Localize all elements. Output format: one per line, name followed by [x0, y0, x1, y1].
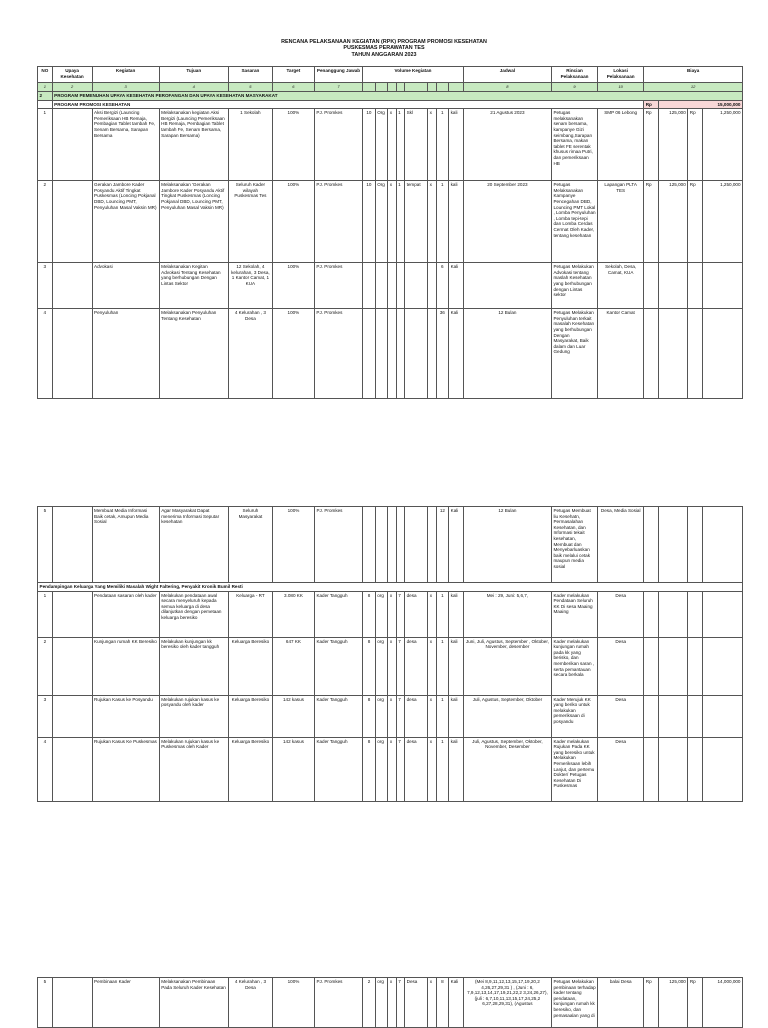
- row-sasaran: Seluruh Masyarakat: [228, 507, 272, 583]
- num-cell: 4: [159, 83, 228, 92]
- num-cell: 3: [92, 83, 159, 92]
- row-vol: 10: [363, 181, 376, 263]
- row-biaya-unit: [658, 263, 687, 309]
- row-vol: Org: [375, 181, 388, 263]
- row-biaya-unit: 125,000: [658, 181, 687, 263]
- row-vol: 8: [363, 637, 376, 695]
- row-vol: 8: [436, 978, 449, 1028]
- num-cell: 8: [463, 83, 551, 92]
- row-no: 4: [38, 737, 53, 801]
- row-vol: desa: [405, 637, 428, 695]
- row-lokasi: Sekolah, Desa, Camat, KUA: [598, 263, 644, 309]
- row-vol: tempat: [405, 181, 428, 263]
- num-cell: [449, 83, 464, 92]
- row-biaya-unit: [658, 737, 687, 801]
- subsection-2-label: Pendampingan Keluarga Yang Memiliki Masalah Wight Faltering, Penyakit Kronik Bumil Resti: [38, 583, 743, 592]
- row-vol: 1: [436, 637, 449, 695]
- row-vol: [396, 263, 404, 309]
- row-pj: PJ. Promkes: [314, 309, 362, 399]
- num-cell: [428, 83, 436, 92]
- header-target: Target: [272, 67, 314, 83]
- row-tujuan: Agar Masyarakat Dapat menerima Informasi Seputar kesehatan: [159, 507, 228, 583]
- row-biaya-unit: 125,000: [658, 109, 687, 181]
- header-no: NO: [38, 67, 53, 83]
- row-vol: x: [428, 181, 436, 263]
- row-vol-unit: kali: [449, 637, 464, 695]
- row-vol: [405, 309, 428, 399]
- row-vol-unit: kali: [449, 591, 464, 637]
- table-row: [38, 109, 743, 181]
- row-biaya-rp: [688, 637, 703, 695]
- row-vol: [388, 309, 396, 399]
- row-tujuan: Melaksanakan 'Gerakan Jambore Kader Posyandu Aktif Tingkat Puskesmas (Loncing Pokjanal DBD, Louncing PMT, Penyuluhan Masal Vaksin MR): [159, 181, 228, 263]
- row-target: 100%: [272, 109, 314, 181]
- row-rincian: Kader melakukan Pendataan Seluruh KK Di sesa Maaing Maaing: [551, 591, 597, 637]
- row-vol: 7: [396, 978, 404, 1028]
- row-no: 1: [38, 109, 53, 181]
- section-no: 2: [38, 92, 53, 101]
- row-biaya-rp: [644, 637, 659, 695]
- row-target: 3.080 KK: [272, 591, 314, 637]
- row-vol-unit: Kali: [449, 507, 464, 583]
- row-target: 100%: [272, 309, 314, 399]
- row-target: 100%: [272, 978, 314, 1028]
- row-tujuan: Melaksanakan Pembinaan Pada Seluruh Kader Kesehatan: [159, 978, 228, 1028]
- header-biaya: Biaya: [644, 67, 743, 83]
- row-biaya-rp: Rp: [688, 978, 703, 1028]
- row-jadwal: [463, 263, 551, 309]
- row-rincian: Kader melakukan Rujukan Pada KK yang beresiko untuk Melakukan Pemeriksaan lebih Lanjut, dan pertemu Dokter/ Petugas Kesehatan Di Puskesmas: [551, 737, 597, 801]
- header-kegiatan: Kegiatan: [92, 67, 159, 83]
- row-sasaran: 4 Kelurahan , 3 Desa: [228, 978, 272, 1028]
- row-target: 647 KK: [272, 637, 314, 695]
- row-vol: x: [428, 737, 436, 801]
- row-jadwal: Juli, Agustus, September, Oktober, November, Desember: [463, 737, 551, 801]
- row-vol: x: [428, 695, 436, 737]
- row-lokasi: Desa, Media Sosial: [598, 507, 644, 583]
- row-biaya-rp: Rp: [644, 181, 659, 263]
- row-vol: 1: [436, 591, 449, 637]
- row-target: 142 kasus: [272, 695, 314, 737]
- table-row: [38, 309, 743, 399]
- row-biaya-unit: 125,000: [658, 978, 687, 1028]
- row-tujuan: Melakukan kunjungan kk beresiko oleh kader tangguh: [159, 637, 228, 695]
- row-vol: desa: [405, 737, 428, 801]
- row-kegiatan: Penyuluhan: [92, 309, 159, 399]
- row-vol: Skl: [405, 109, 428, 181]
- row-sasaran: 1 Sekolah: [228, 109, 272, 181]
- row-kegiatan: Kunjungan rumah KK Beresiko: [92, 637, 159, 695]
- row-no: 5: [38, 507, 53, 583]
- row-pj: Kader Tangguh: [314, 637, 362, 695]
- row-biaya-rp: [644, 695, 659, 737]
- row-vol: org: [375, 591, 388, 637]
- row-target: 100%: [272, 263, 314, 309]
- row-lokasi: Desa: [598, 637, 644, 695]
- row-no: 3: [38, 695, 53, 737]
- row-vol: 1: [436, 109, 449, 181]
- row-vol: 1: [436, 695, 449, 737]
- row-biaya-rp: Rp: [688, 181, 703, 263]
- row-kegiatan: Aksi Bergizi (Launcing Pemeriksaan HB Remaja, Pembagian Tablet tambah Fe, Senam Bersama, Sarapan Bersama: [92, 109, 159, 181]
- row-jadwal: Juni, Juli, Agustus, September , Oktober, November, desember: [463, 637, 551, 695]
- num-cell: 1: [38, 83, 53, 92]
- row-pj: PJ. Promkes: [314, 978, 362, 1028]
- row-kegiatan: Membuat Media Informasi Baik cetak, Amupun Media Sosial: [92, 507, 159, 583]
- row-sasaran: Keluarga Beresiko: [228, 695, 272, 737]
- row-biaya-rp: [644, 263, 659, 309]
- row-biaya-rp: Rp: [644, 109, 659, 181]
- row-vol-unit: Kali: [449, 263, 464, 309]
- row-rincian: Kader melakukan kunjungan rumah pada kk yang berisko, dan memberikan saran , serta pemantauan secara berkala: [551, 637, 597, 695]
- row-vol: x: [388, 181, 396, 263]
- row-vol: 8: [363, 695, 376, 737]
- row-sasaran: Keluarga Beresiko: [228, 737, 272, 801]
- rpk-table-middle: [37, 506, 743, 802]
- header-tujuan: Tujuan: [159, 67, 228, 83]
- header-lokasi: Lokasi Pelaksanaan: [598, 67, 644, 83]
- row-sasaran: 12 Sekolah, 4 kelurahan, 3 Desa, 1 Kantor Camat, 1 KUA: [228, 263, 272, 309]
- subsection-amount: 15,000,000: [658, 100, 742, 109]
- row-no: 1: [38, 591, 53, 637]
- row-biaya-rp: [644, 591, 659, 637]
- row-vol: 1: [396, 109, 404, 181]
- row-pj: Kader Tangguh: [314, 695, 362, 737]
- row-kegiatan: Gerakan Jambore Kader Posyandu Aktif Tingkat Puskesmas (Loncing Pokjanal DBD, Louncing PMT, Penyuluhan Masal Vaksin MR): [92, 181, 159, 263]
- row-biaya-unit: [658, 591, 687, 637]
- row-biaya-rp: [644, 737, 659, 801]
- header-rincian: Rincian Pelaksanaan: [551, 67, 597, 83]
- row-pj: PJ. Promkes: [314, 109, 362, 181]
- row-rincian: Petugas Melakukan Advokasi tentang maslah Kesehatan yang berhubungan dengan Lintas sektor: [551, 263, 597, 309]
- row-sasaran: 4 Kelurahan , 3 Desa: [228, 309, 272, 399]
- section-label: PROGRAM PEMENUHAN UPAYA KESEHATAN PEROFANGAN DAN UPAYA KESEHATAN MASYARAKAT: [52, 92, 742, 101]
- row-sasaran: Seluruh Kader wilayah Puskesmas Tes: [228, 181, 272, 263]
- row-rincian: Petugas Melakukan Penyuluhan terkait masalah Kesehatan yang berhubungan Dengan Masyarakat, Baik dalam dan Luar Gedung: [551, 309, 597, 399]
- row-vol: 12: [436, 507, 449, 583]
- table-row: [38, 978, 743, 1028]
- row-vol: 7: [396, 591, 404, 637]
- row-vol-unit: Kali: [449, 309, 464, 399]
- row-tujuan: Melakukan rujukan kasus ke Puskesmas oleh Kader: [159, 737, 228, 801]
- row-vol: x: [428, 109, 436, 181]
- row-vol: 7: [396, 695, 404, 737]
- row-biaya-total: [703, 637, 743, 695]
- row-tujuan: Melakukan rujukan kasus ke posyandu oleh kader: [159, 695, 228, 737]
- table-row: [38, 181, 743, 263]
- row-vol-unit: kali: [449, 737, 464, 801]
- row-no: 5: [38, 978, 53, 1028]
- row-vol: org: [375, 737, 388, 801]
- row-jadwal: 20 September 2023: [463, 181, 551, 263]
- num-cell: 7: [314, 83, 362, 92]
- row-vol: 10: [363, 109, 376, 181]
- row-vol-unit: kali: [449, 695, 464, 737]
- row-jadwal: 21 Agustus 2023: [463, 109, 551, 181]
- row-kegiatan: Advokasi: [92, 263, 159, 309]
- num-cell: 9: [551, 83, 597, 92]
- header-pj: Penanggung Jawab: [314, 67, 362, 83]
- row-lokasi: SMP 06 Lebong: [598, 109, 644, 181]
- row-biaya-total: 1,250,000: [702, 181, 742, 263]
- subsection-label: PROGRAM PROMOSI KESEHATAN: [52, 100, 644, 109]
- row-vol: x: [388, 737, 396, 801]
- row-rincian: Kader Merujuk KK yang beriko untuk melakukan pemeriksaan di posyandu: [551, 695, 597, 737]
- row-biaya-total: [703, 737, 743, 801]
- num-cell: 12: [644, 83, 743, 92]
- row-jadwal: 12 Bulan: [463, 309, 551, 399]
- row-lokasi: balai Desa: [598, 978, 644, 1028]
- row-kegiatan: Rujukan Kasus Ke Puskesmas: [92, 737, 159, 801]
- row-biaya-total: [703, 695, 743, 737]
- row-biaya-total: [702, 263, 742, 309]
- row-sasaran: Keluarga - RT: [228, 591, 272, 637]
- row-tujuan: Melaksanakan kegiatan Aksi Bergizi (Launcing Pemeriksaan HB Remaja, Pembagian Tablet tambah Fe, Senam Bersama, Sarapan Bersama): [159, 109, 228, 181]
- row-vol: 8: [363, 591, 376, 637]
- row-target: 100%: [272, 507, 314, 583]
- row-vol: org: [375, 637, 388, 695]
- row-vol: [388, 263, 396, 309]
- rpk-table-bottom: [37, 977, 743, 1028]
- row-vol: x: [428, 978, 436, 1028]
- row-no: 2: [38, 637, 53, 695]
- row-kegiatan: Pendataan sasaran oleh kader: [92, 591, 159, 637]
- row-biaya-rp: [688, 263, 703, 309]
- row-vol: [405, 263, 428, 309]
- row-biaya-rp: [688, 591, 703, 637]
- row-vol: [428, 309, 436, 399]
- row-biaya-rp: [644, 309, 659, 399]
- row-vol: 6: [436, 263, 449, 309]
- row-kegiatan: Pembinaan Kader: [92, 978, 159, 1028]
- num-cell: 5: [228, 83, 272, 92]
- row-vol: 7: [396, 737, 404, 801]
- row-no: 4: [38, 309, 53, 399]
- num-cell: [396, 83, 404, 92]
- num-cell: [436, 83, 449, 92]
- row-vol: x: [388, 978, 396, 1028]
- table-row: [38, 737, 743, 801]
- row-vol: [363, 263, 376, 309]
- row-vol: 1: [436, 737, 449, 801]
- row-biaya-total: 14,000,000: [703, 978, 743, 1028]
- row-vol: 8: [363, 737, 376, 801]
- row-vol: desa: [405, 591, 428, 637]
- row-vol: desa: [405, 695, 428, 737]
- row-vol: [363, 309, 376, 399]
- row-lokasi: Desa: [598, 591, 644, 637]
- table-row: [38, 591, 743, 637]
- row-rincian: Petugas Membuat liu Kesehatn, Permasalahan Kesehatan, dan Informasi tekait kesehatan, Membuat dan Menyebarluaskan baik melalui cetak maupun media sosial: [551, 507, 597, 583]
- row-lokasi: Kantor Camat: [598, 309, 644, 399]
- num-cell: [363, 83, 376, 92]
- row-pj: Kader Tangguh: [314, 591, 362, 637]
- title-line-1: RENCANA PELAKSANAAN KEGIATAN (RPK) PROGRAM PROMOSI KESEHATAN: [281, 39, 487, 45]
- row-target: 100%: [272, 181, 314, 263]
- rpk-table-top: [37, 66, 743, 399]
- row-biaya-unit: [658, 309, 687, 399]
- document-title: [0, 39, 768, 58]
- row-vol-unit: kali: [449, 109, 464, 181]
- row-pj: PJ. Promkes: [314, 263, 362, 309]
- row-vol: [428, 263, 436, 309]
- table-row: [38, 637, 743, 695]
- row-kegiatan: Rujukan Kasus ke Posyandu: [92, 695, 159, 737]
- row-jadwal: Mei : 29, Juni: 5,6,7,: [463, 591, 551, 637]
- num-cell: 2: [52, 83, 92, 92]
- row-jadwal: 12 Bulan: [463, 507, 551, 583]
- header-volume: Volume Kegiatan: [363, 67, 464, 83]
- header-upaya: Upaya Kesehatan: [52, 67, 92, 83]
- row-rincian: Petugas Melaksanakan Kampanye Pencegahan DBD, Louncing PMT Lokal , Lomba Penyuluhan , Lomba tepi-tepi dan Lomba Cerdas Cermat Oleh Kader, tentang kesehatan: [551, 181, 597, 263]
- row-biaya-rp: [688, 695, 703, 737]
- row-vol: Org: [375, 109, 388, 181]
- row-biaya-rp: Rp: [644, 978, 659, 1028]
- row-vol: org: [375, 695, 388, 737]
- header-jadwal: Jadwal: [463, 67, 551, 83]
- subsection-rp: Rp: [644, 100, 659, 109]
- row-biaya-total: [703, 591, 743, 637]
- row-jadwal: (Mei 8,9,11,12,13,15,17,19,20,2 4,26,27,29,31 ) , (Juni : 6, 7,9,12,13,14,17,19,21,22,2 3,24,26,27), (juli : 6,7,10,11,13,15,17,24,25,2 6,27,28,29,31), (Agustus: [463, 978, 551, 1028]
- row-sasaran: Keluarga Beresiko: [228, 637, 272, 695]
- row-vol: [375, 263, 388, 309]
- table-row: [38, 263, 743, 309]
- row-jadwal: Juli, Agustus, September, Oktober: [463, 695, 551, 737]
- header-sasaran: Sasaran: [228, 67, 272, 83]
- row-pj: PJ. Promkes: [314, 181, 362, 263]
- row-tujuan: Melakukan pendataan awal secara menyeluruh kepada semua keluarga di desa dilanjutkan dengan pemetaan keluarga beresiko: [159, 591, 228, 637]
- row-lokasi: Lapangan PLTA TES: [598, 181, 644, 263]
- row-vol: 7: [396, 637, 404, 695]
- num-cell: 10: [598, 83, 644, 92]
- row-biaya-total: [702, 309, 742, 399]
- title-line-3: TAHUN ANGGARAN 2023: [351, 51, 417, 58]
- row-vol: [396, 309, 404, 399]
- row-vol-unit: kali: [449, 181, 464, 263]
- row-lokasi: Desa: [598, 737, 644, 801]
- row-biaya-rp: [688, 309, 703, 399]
- row-vol: x: [428, 591, 436, 637]
- row-vol: [375, 309, 388, 399]
- row-vol: x: [388, 637, 396, 695]
- num-cell: [388, 83, 396, 92]
- table-row: [38, 695, 743, 737]
- row-vol: 2: [363, 978, 376, 1028]
- row-biaya-total: 1,250,000: [702, 109, 742, 181]
- num-cell: [375, 83, 388, 92]
- row-rincian: Petugas Melakukan pembinaan terhadap kader tentang pendataan, kunjungan rumah kk beresiko, dan pemasaalan yang di: [551, 978, 597, 1028]
- row-biaya-rp: Rp: [688, 109, 703, 181]
- row-vol: 1: [396, 181, 404, 263]
- row-pj: Kader Tangguh: [314, 737, 362, 801]
- num-cell: [405, 83, 428, 92]
- row-rincian: Petugas melaksanakan senam bersama, kampanye Gizi seimbang,Sarapan Bersama, makan tablet FE serentak khusus rimaa Putri, dan pemeriksaan HB: [551, 109, 597, 181]
- row-no: 3: [38, 263, 53, 309]
- row-lokasi: Desa: [598, 695, 644, 737]
- row-vol: 1: [436, 181, 449, 263]
- num-cell: 6: [272, 83, 314, 92]
- row-biaya-unit: [658, 637, 687, 695]
- title-line-2: PUSKESMAS PERAWATAN TES: [343, 45, 425, 52]
- row-biaya-unit: [658, 695, 687, 737]
- row-pj: PJ. Promkes: [314, 507, 362, 583]
- row-vol: Desa: [405, 978, 428, 1028]
- row-vol-unit: Kali: [449, 978, 464, 1028]
- row-tujuan: Melaksanakan Kegitan Advokasi Tentang Kesehatan yang berhubungan Dengan Lintas Sektor: [159, 263, 228, 309]
- table-row: [38, 507, 743, 583]
- row-vol: x: [388, 109, 396, 181]
- row-target: 142 kasus: [272, 737, 314, 801]
- row-vol: x: [388, 591, 396, 637]
- row-no: 2: [38, 181, 53, 263]
- row-vol: x: [388, 695, 396, 737]
- row-vol: org: [375, 978, 388, 1028]
- row-vol: x: [428, 637, 436, 695]
- row-vol: 36: [436, 309, 449, 399]
- row-biaya-rp: [688, 737, 703, 801]
- row-tujuan: Melaksanakan Penyuluhan Tentang Kesehatan: [159, 309, 228, 399]
